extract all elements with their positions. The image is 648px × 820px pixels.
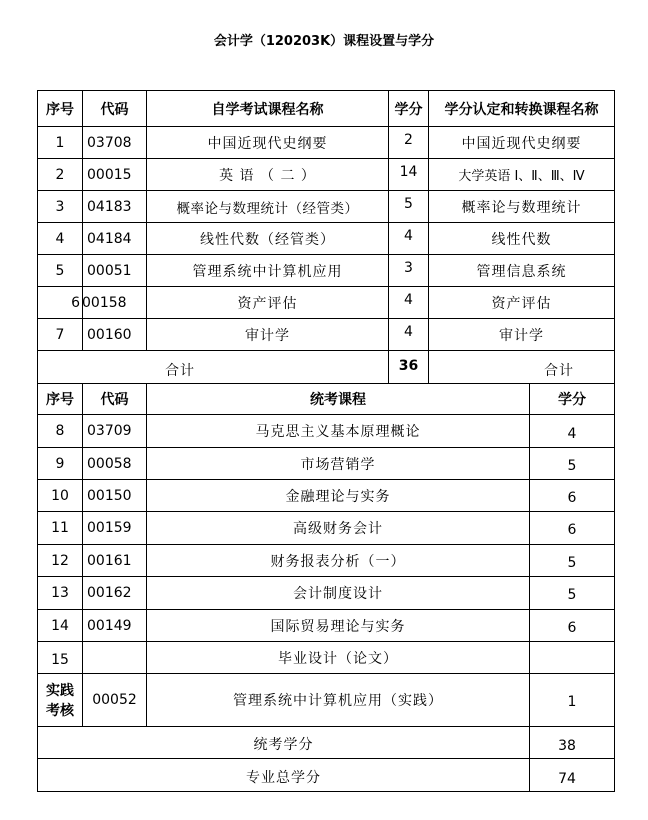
practice-credit: 1 — [567, 694, 577, 710]
header-credit: 学分 — [394, 101, 423, 118]
row-convert-course: 审计学 — [499, 327, 544, 344]
row-course-name: 管理系统中计算机应用 — [192, 263, 343, 280]
row-course-name: 资产评估 — [237, 295, 298, 312]
header-unified-course: 统考课程 — [310, 392, 366, 408]
row-credit: 4 — [404, 227, 413, 244]
row-code: 00162 — [87, 585, 132, 601]
row-credit: 4 — [404, 291, 413, 308]
header-convert-course: 学分认定和转换课程名称 — [444, 101, 599, 118]
header-no: 序号 — [46, 392, 74, 408]
row-no: 11 — [51, 520, 69, 536]
row-code: 03708 — [87, 134, 132, 151]
row-no: 13 — [51, 585, 69, 601]
row-credit: 14 — [399, 163, 418, 180]
row-credit: 5 — [567, 587, 577, 603]
row-credit: 5 — [567, 554, 577, 571]
row-course-name: 毕业设计（论文） — [278, 650, 398, 667]
row-code: 04184 — [87, 230, 132, 247]
row-course-name: 市场营销学 — [300, 456, 376, 473]
row-code: 00160 — [87, 326, 132, 343]
unified-credit-value: 38 — [558, 738, 576, 754]
total-value: 36 — [398, 358, 419, 374]
header-code: 代码 — [100, 392, 129, 408]
row-no: 6 — [71, 294, 80, 311]
row-no: 2 — [55, 166, 65, 183]
row-code: 00058 — [87, 455, 132, 472]
row-code: 00150 — [87, 487, 132, 504]
row-convert-course: 概率论与数理统计 — [461, 199, 582, 216]
row-course-name: 高级财务会计 — [293, 521, 383, 537]
row-code — [83, 642, 146, 673]
row-no: 7 — [55, 326, 65, 343]
row-no: 10 — [51, 487, 69, 504]
row-convert-course: 大学英语 Ⅰ、Ⅱ、Ⅲ、Ⅳ — [458, 169, 585, 184]
row-no: 9 — [55, 455, 65, 472]
row-course-name: 财务报表分析（一） — [270, 553, 406, 570]
total-label-right: 合计 — [544, 363, 574, 379]
row-credit: 2 — [404, 131, 413, 148]
row-course-name: 金融理论与实务 — [285, 488, 391, 505]
row-course-name: 线性代数（经管类） — [200, 231, 335, 248]
table-line — [37, 350, 615, 351]
row-course-name: 国际贸易理论与实务 — [270, 618, 406, 635]
row-convert-course: 线性代数 — [491, 231, 552, 248]
row-no: 8 — [55, 423, 65, 439]
row-credit: 6 — [567, 522, 577, 538]
row-course-name: 马克思主义基本原理概论 — [255, 424, 421, 440]
row-credit: 4 — [567, 426, 577, 442]
header-no: 序号 — [46, 101, 74, 118]
row-credit: 3 — [404, 259, 413, 276]
row-no: 5 — [55, 262, 65, 279]
row-course-name: 英 语 （ 二 ） — [219, 167, 316, 184]
header-code: 代码 — [100, 101, 129, 118]
row-no: 12 — [51, 552, 69, 569]
practice-course-name: 管理系统中计算机应用（实践） — [233, 693, 443, 709]
row-convert-course: 中国近现代史纲要 — [461, 135, 582, 152]
practice-code: 00052 — [92, 692, 137, 708]
row-no: 14 — [51, 617, 69, 634]
row-credit — [530, 642, 614, 673]
row-no: 3 — [55, 198, 65, 215]
table-line — [614, 90, 615, 791]
unified-credit-label: 统考学分 — [253, 737, 314, 753]
major-total-value: 74 — [558, 771, 576, 787]
row-credit: 5 — [404, 195, 413, 212]
row-code: 00015 — [87, 166, 132, 183]
row-code: 00158 — [82, 294, 127, 311]
row-code: 00161 — [87, 552, 132, 569]
row-course-name: 概率论与数理统计（经管类） — [176, 200, 359, 217]
row-credit: 4 — [404, 323, 413, 340]
row-credit: 6 — [567, 489, 577, 506]
row-no: 1 — [55, 134, 65, 151]
row-no: 15 — [51, 652, 69, 668]
row-credit: 6 — [567, 619, 577, 636]
row-convert-course: 资产评估 — [491, 295, 552, 312]
row-code: 00149 — [87, 617, 132, 634]
row-course-name: 会计制度设计 — [293, 586, 383, 602]
row-code: 03709 — [87, 423, 132, 439]
row-code: 04183 — [87, 198, 132, 215]
row-credit: 5 — [567, 457, 577, 474]
row-no: 4 — [55, 230, 65, 247]
header-course-name: 自学考试课程名称 — [211, 101, 324, 118]
page-title: 会计学（120203K）课程设置与学分 — [213, 34, 435, 49]
row-convert-course: 管理信息系统 — [476, 263, 567, 280]
header-credit: 学分 — [558, 392, 586, 408]
total-label: 合计 — [165, 363, 195, 379]
major-total-label: 专业总学分 — [246, 770, 321, 786]
practice-label: 实践考核 — [46, 683, 74, 719]
row-course-name: 中国近现代史纲要 — [207, 135, 328, 152]
row-code: 00159 — [87, 520, 132, 536]
row-code: 00051 — [87, 262, 132, 279]
row-course-name: 审计学 — [245, 327, 290, 344]
